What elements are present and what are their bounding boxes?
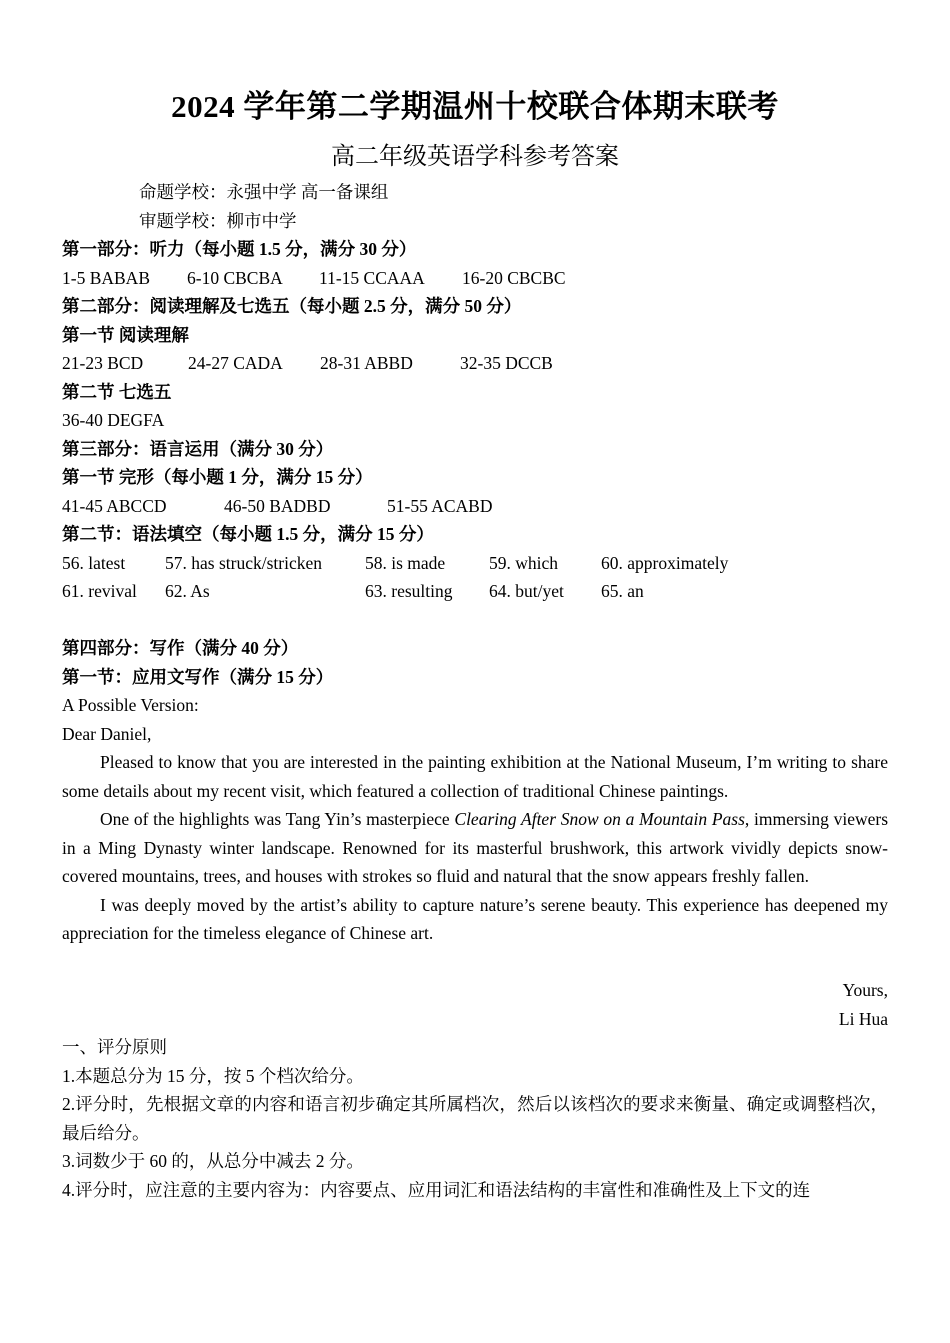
answer-group: 1-5 BABAB	[62, 267, 150, 288]
part4-section1-heading: 第一节：应用文写作（满分 15 分）	[62, 666, 334, 687]
scoring-rule: 1.本题总分为 15 分，按 5 个档次给分。	[62, 1065, 364, 1086]
paragraph-text: , immersing viewers in a Ming Dynasty winter landscape. Renowned for its masterful brushwork, this artwork vividly depicts snow-covered mountains, trees, and houses with strokes so fluid and natural that the snow appears freshly fallen.	[62, 809, 888, 886]
letter-greeting: Dear Daniel,	[62, 723, 152, 744]
part3-section1-heading: 第一节 完形（每小题 1 分，满分 15 分）	[62, 467, 373, 487]
paragraph-text: One of the highlights was Tang Yin’s masterpiece	[100, 809, 455, 829]
answer-sheet-page	[62, 80, 888, 1204]
grammar-answer: 58. is made	[365, 552, 446, 573]
grammar-row-1	[62, 549, 888, 578]
part3-section2-heading: 第二节：语法填空（每小题 1.5 分，满分 15 分）	[62, 524, 434, 544]
spacer	[62, 948, 888, 977]
grammar-answer: 61. revival	[62, 581, 137, 601]
grammar-answer: 56. latest	[62, 552, 126, 573]
part4-heading: 第四部分：写作（满分 40 分）	[62, 638, 299, 658]
scoring-rule: 4.评分时，应注意的主要内容为：内容要点、应用词汇和语法结构的丰富性和准确性及上下文的连	[62, 1179, 811, 1200]
reviewer-school: 审题学校：柳市中学	[139, 210, 297, 231]
part2-section1-heading: 第一节 阅读理解	[62, 324, 189, 345]
part2-heading: 第二部分：阅读理解及七选五（每小题 2.5 分，满分 50 分）	[62, 296, 522, 316]
answer-group: 41-45 ABCCD	[62, 495, 167, 516]
part2-section1-answers	[62, 349, 888, 378]
part1-answers	[62, 264, 888, 293]
part3-heading: 第三部分：语言运用（满分 30 分）	[62, 438, 334, 459]
letter-paragraph-2	[62, 805, 888, 891]
answer-group: 24-27 CADA	[188, 353, 283, 373]
version-label: A Possible Version:	[62, 695, 199, 715]
answer-group: 28-31 ABBD	[320, 353, 413, 373]
part1-heading: 第一部分：听力（每小题 1.5 分，满分 30 分）	[62, 239, 417, 259]
setter-school: 命题学校：永强中学 高一备课组	[139, 182, 389, 202]
grammar-answer: 63. resulting	[365, 581, 453, 601]
letter-paragraph-1: Pleased to know that you are interested in the painting exhibition at the National Museum, I’m writing to share some details about my recent visit, which featured a collection of traditional Chinese paintings.	[62, 752, 888, 801]
answer-group: 11-15 CCAAA	[319, 267, 425, 288]
answer-group: 32-35 DCCB	[460, 353, 553, 373]
scoring-rule: 3.词数少于 60 的，从总分中减去 2 分。	[62, 1151, 364, 1171]
letter-closing: Yours,	[842, 980, 888, 1000]
answer-group: 6-10 CBCBA	[187, 267, 283, 288]
letter-paragraph-3: I was deeply moved by the artist’s ability to capture nature’s serene beauty. This experience has deepened my appreciation for the timeless elegance of Chinese art.	[62, 894, 888, 943]
part2-section2-answers: 36-40 DEGFA	[62, 410, 165, 430]
answer-group: 51-55 ACABD	[387, 495, 493, 516]
letter-signature: Li Hua	[838, 1008, 888, 1029]
answer-group: 21-23 BCD	[62, 353, 144, 373]
part3-section1-answers	[62, 492, 888, 521]
scoring-rule: 2.评分时，先根据文章的内容和语言初步确定其所属档次，然后以该档次的要求来衡量、确定或调整档次，最后给分。	[62, 1094, 888, 1143]
scoring-heading: 一、评分原则	[62, 1037, 167, 1057]
painting-title: Clearing After Snow on a Mountain Pass	[454, 809, 745, 829]
grammar-answer: 64. but/yet	[489, 581, 564, 601]
grammar-answer: 59. which	[489, 552, 559, 573]
answer-group: 46-50 BADBD	[224, 495, 331, 516]
part2-section2-heading: 第二节 七选五	[62, 381, 172, 402]
page-title: 2024 学年第二学期温州十校联合体期末联考	[171, 89, 779, 124]
grammar-answer: 57. has struck/stricken	[165, 552, 322, 573]
page-subtitle: 高二年级英语学科参考答案	[331, 142, 619, 170]
grammar-answer: 65. an	[601, 581, 644, 601]
spacer	[62, 606, 888, 635]
grammar-answer: 60. approximately	[601, 552, 729, 573]
grammar-row-2	[62, 577, 888, 606]
answer-group: 16-20 CBCBC	[462, 267, 566, 288]
grammar-answer: 62. As	[165, 581, 210, 601]
